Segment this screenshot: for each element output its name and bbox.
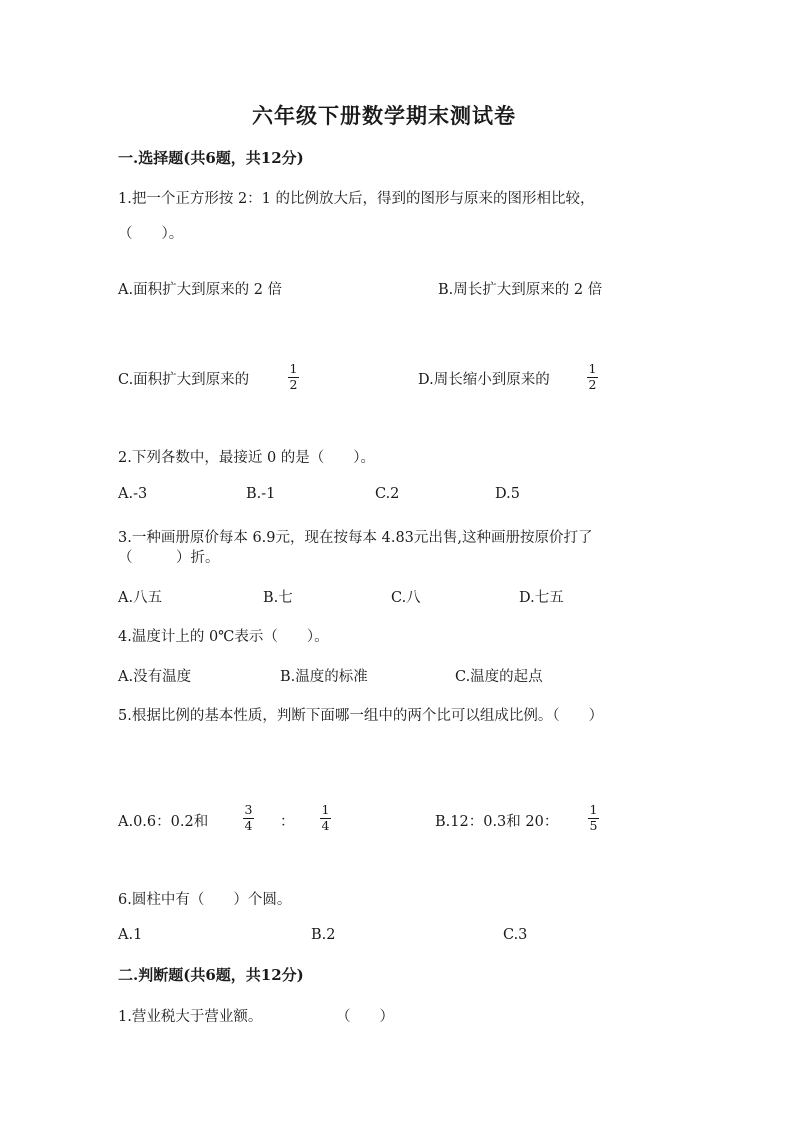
question-3-option-d: D.七五 [519,590,564,606]
question-1-option-a: A.面积扩大到原来的 2 倍 [118,282,283,298]
question-5-option-a-colon: ： [280,814,295,830]
question-1-option-d: D.周长缩小到原来的 [418,372,550,388]
question-6-option-b: B.2 [311,927,336,943]
question-5-option-a-fraction-2 [320,804,331,832]
question-4-text: 4.温度计上的 0℃表示（ ）。 [118,629,329,645]
question-3-option-b: B.七 [263,590,293,606]
fraction-numerator: 3 [244,802,253,817]
question-3-text: 3.一种画册原价每本 6.9元，现在按每本 4.83元出售,这种画册按原价打了 [118,530,593,546]
question-6-option-a: A.1 [118,927,143,943]
question-1-option-c: C.面积扩大到原来的 [118,372,250,388]
question-1-blank: （ ）。 [118,226,184,242]
page-title: 六年级下册数学期末测试卷 [252,103,516,128]
question-5-option-a-fraction-1 [243,804,254,832]
section-heading-judgement: 二.判断题(共6题，共12分) [118,966,304,984]
question-6-option-c: C.3 [503,927,528,943]
question-5-option-a: A.0.6：0.2和 [118,814,209,830]
fraction-denominator: 2 [588,376,597,392]
section-heading-choice: 一.选择题(共6题，共12分) [118,149,304,167]
question-5-text: 5.根据比例的基本性质，判断下面哪一组中的两个比可以组成比例。（ ） [118,708,604,724]
fraction-numerator: 1 [321,802,330,817]
question-2-text: 2.下列各数中，最接近 0 的是（ ）。 [118,450,376,466]
fraction-denominator: 4 [321,817,330,833]
question-4-option-b: B.温度的标准 [280,669,368,685]
question-5-option-b-fraction [588,804,599,832]
question-3-blank: （ ）折。 [118,550,220,566]
fraction-denominator: 2 [289,376,298,392]
question-1-option-b: B.周长扩大到原来的 2 倍 [438,282,603,298]
question-2-option-b: B.-1 [246,486,276,502]
question-1-option-c-fraction [288,363,299,391]
question-2-option-d: D.5 [495,486,520,502]
question-6-text: 6.圆柱中有（ ）个圆。 [118,892,292,908]
fraction-denominator: 5 [589,817,598,833]
question-2-option-c: C.2 [375,486,400,502]
question-4-option-a: A.没有温度 [118,669,192,685]
question-1-text: 1.把一个正方形按 2：1 的比例放大后，得到的图形与原来的图形相比较， [118,191,595,207]
question-4-option-c: C.温度的起点 [455,669,543,685]
fraction-numerator: 1 [289,361,298,376]
fraction-denominator: 4 [244,817,253,833]
fraction-numerator: 1 [589,802,598,817]
question-3-option-a: A.八五 [118,590,163,606]
fraction-numerator: 1 [588,361,597,376]
question-3-option-c: C.八 [391,590,421,606]
question-2-option-a: A.-3 [118,486,148,502]
judgement-1-blank: （ ） [336,1009,394,1025]
judgement-1-text: 1.营业税大于营业额。 [118,1009,263,1025]
question-1-option-d-fraction [587,363,598,391]
question-5-option-b: B.12：0.3和 20： [435,814,559,830]
